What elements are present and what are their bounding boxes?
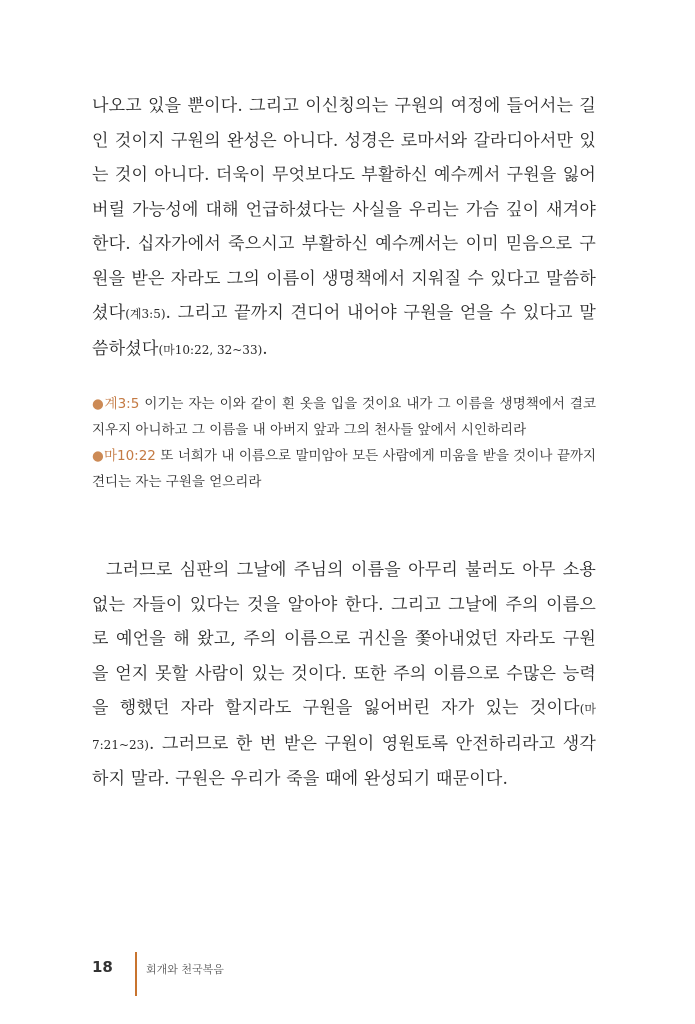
body-paragraph-1 <box>92 89 596 367</box>
page-number: 18 <box>92 958 113 976</box>
running-title: 회개와 천국복음 <box>146 963 224 976</box>
paragraph-text: . 그리고 끝까지 견디어 내어야 구원을 얻을 수 있다고 말씀하셨다 <box>92 303 596 359</box>
scripture-reference: (마7:21~23) <box>92 702 596 752</box>
footer-divider <box>135 952 137 996</box>
paragraph-text: . 그러므로 한 번 받은 구원이 영원토록 안전하리라고 생각하지 말라. 구원은 우리가 죽을 때에 완성되기 때문이다. <box>92 733 596 789</box>
scripture-reference: (계3:5) <box>125 307 166 321</box>
paragraph-text: 나오고 있을 뿐이다. 그리고 이신칭의는 구원의 여정에 들어서는 길인 것이지 구원의 완성은 아니다. 성경은 로마서와 갈라디아서만 있는 것이 아니다. 더욱이 무엇보다도 부활하신 예수께서 구원을 잃어버릴 가능성에 대해 언급하셨다는 사실을 우리는 가슴 깊이 새겨야 한다. 십자가에서 죽으시고 부활하신 예수께서는 이미 믿음으로 구원을 받은 자라도 그의 이름이 생명책에서 지워질 수 있다고 말씀하셨다 <box>92 96 596 323</box>
page-footer <box>92 952 492 996</box>
verse-quotes <box>92 391 596 495</box>
verse-reference: 계3:5 <box>104 396 140 412</box>
verse-quote <box>92 443 596 495</box>
verse-quote <box>92 391 596 443</box>
paragraph-text: 그러므로 심판의 그날에 주님의 이름을 아무리 불러도 아무 소용없는 자들이 있다는 것을 알아야 한다. 그리고 그날에 주의 이름으로 예언을 해 왔고, 주의 이름으로 귀신을 쫓아내었던 자라도 구원을 얻지 못할 사람이 있는 것이다. 또한 주의 이름으로 수많은 능력을 행했던 자라 할지라도 구원을 잃어버린 자가 있는 것이다 <box>92 560 596 718</box>
paragraph-text: . <box>262 338 268 359</box>
bullet-icon: ● <box>92 396 105 412</box>
verse-text: 또 너희가 내 이름으로 말미암아 모든 사람에게 미움을 받을 것이나 끝까지 견디는 자는 구원을 얻으리라 <box>92 448 596 490</box>
verse-reference: 마10:22 <box>103 448 156 464</box>
verse-text: 이기는 자는 이와 같이 흰 옷을 입을 것이요 내가 그 이름을 생명책에서 결코 지우지 아니하고 그 이름을 내 아버지 앞과 그의 천사들 앞에서 시인하리라 <box>92 396 597 438</box>
bullet-icon: ● <box>92 448 104 464</box>
body-paragraph-2 <box>92 553 596 797</box>
scripture-reference: (마10:22, 32~33) <box>158 342 263 357</box>
